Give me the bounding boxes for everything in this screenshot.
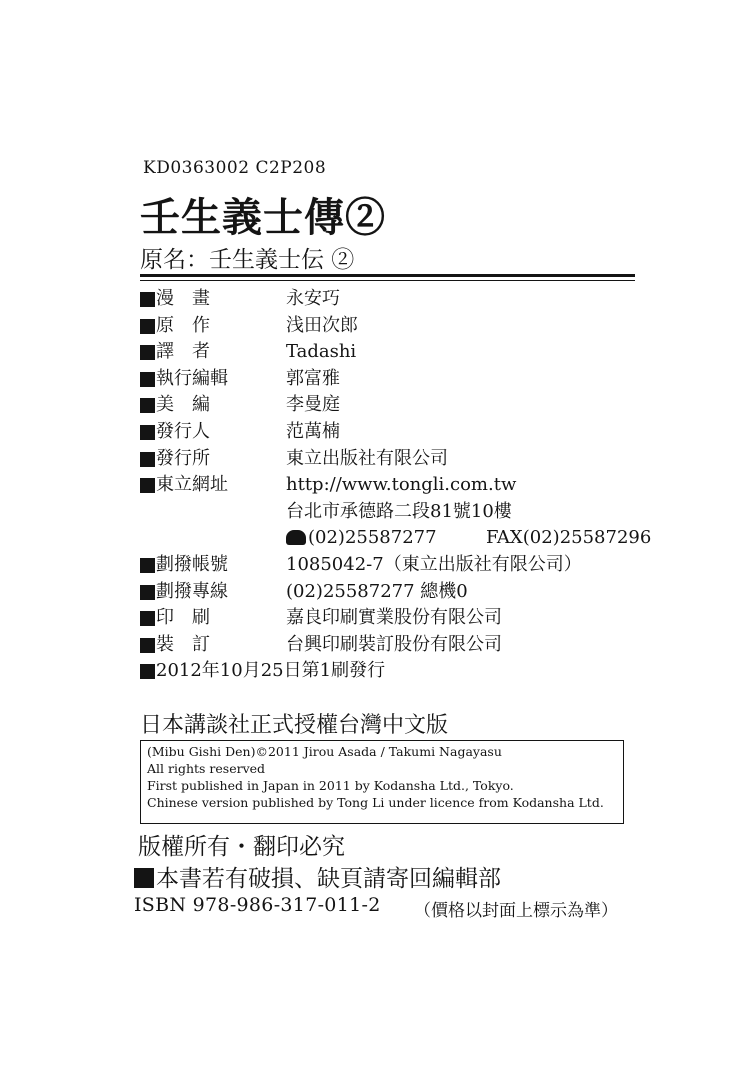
credit-value: (02)25587277 總機0: [286, 580, 468, 602]
credit-label: 印 刷: [156, 607, 210, 629]
rights-line: First published in Japan in 2011 by Kodansha Ltd., Tokyo.: [147, 778, 514, 793]
credit-label: 譯 者: [156, 341, 210, 363]
credit-label: 美 編: [156, 394, 210, 416]
address-row: [140, 499, 660, 526]
publish-date: 2012年10月25日第1刷發行: [156, 660, 386, 682]
phone-block: [286, 525, 437, 552]
credit-row-original: [140, 313, 660, 340]
credit-row-publisher: [140, 446, 660, 473]
credit-value: Tadashi: [286, 341, 357, 363]
credit-value: 李曼庭: [286, 394, 340, 416]
credit-row-transfer-line: [140, 579, 660, 606]
credit-row-website: [140, 472, 660, 499]
original-title: 原名：壬生義士伝 ②: [140, 247, 355, 273]
bullet-square-icon: [140, 664, 155, 679]
credit-label: 發行所: [156, 447, 210, 469]
divider-thick: [140, 274, 635, 277]
credit-label: 發行人: [156, 420, 210, 442]
bullet-square-icon: [140, 558, 155, 573]
publish-date-row: [140, 658, 660, 685]
price-note: （價格以封面上標示為準）: [414, 901, 618, 921]
fax-number: FAX(02)25587296: [486, 527, 652, 549]
credit-row-publisher-person: [140, 419, 660, 446]
credit-row-binding: [140, 632, 660, 659]
rights-box: [140, 740, 624, 824]
website-link[interactable]: http://www.tongli.com.tw: [286, 474, 517, 496]
bullet-square-icon: [140, 372, 155, 387]
credits-list: [140, 286, 660, 685]
bullet-square-icon: [140, 611, 155, 626]
credit-row-art-editor: [140, 392, 660, 419]
credit-label: 劃撥專線: [156, 580, 228, 602]
bullet-square-icon: [134, 868, 154, 888]
rights-line: Chinese version published by Tong Li under licence from Kodansha Ltd.: [147, 795, 604, 810]
telephone-icon: [286, 530, 306, 545]
credit-label: 原 作: [156, 314, 210, 336]
credit-value: 永安巧: [286, 288, 340, 309]
credit-row-printing: [140, 605, 660, 632]
bullet-square-icon: [140, 398, 155, 413]
isbn: ISBN 978-986-317-011-2: [134, 894, 381, 916]
credit-row-transfer-account: [140, 552, 660, 579]
credit-value: 范萬楠: [286, 420, 340, 442]
bullet-square-icon: [140, 292, 155, 307]
credit-value: 嘉良印刷實業股份有限公司: [286, 607, 502, 629]
book-title: 壬生義士傳②: [140, 194, 386, 241]
phone-row: [140, 525, 660, 552]
credit-value: 浅田次郎: [286, 314, 358, 336]
copyright-notice: 版權所有・翻印必究: [138, 834, 345, 860]
damage-notice: [134, 860, 501, 893]
credit-label: 劃撥帳號: [156, 553, 228, 575]
product-code: KD0363002 C2P208: [143, 158, 327, 178]
credit-value: 台興印刷裝訂股份有限公司: [286, 633, 502, 655]
credit-label: 執行編輯: [156, 367, 228, 389]
credit-label: 東立網址: [156, 474, 228, 496]
credit-value: 東立出版社有限公司: [286, 447, 448, 469]
credit-row-translator: [140, 339, 660, 366]
credit-value: 郭富雅: [286, 367, 340, 389]
bullet-square-icon: [140, 638, 155, 653]
credit-label: 漫 畫: [156, 288, 210, 309]
rights-line: (Mibu Gishi Den)©2011 Jirou Asada / Takumi Nagayasu: [147, 744, 502, 759]
credit-label: 裝 訂: [156, 633, 210, 655]
divider-thin: [140, 280, 635, 281]
bullet-square-icon: [140, 345, 155, 360]
credit-row-manga: [140, 286, 660, 313]
bullet-square-icon: [140, 585, 155, 600]
damage-notice-text: 本書若有破損、缺頁請寄回編輯部: [156, 866, 501, 892]
credit-value: 1085042-7（東立出版社有限公司）: [286, 553, 582, 575]
credit-row-editor: [140, 366, 660, 393]
rights-line: All rights reserved: [147, 761, 266, 776]
bullet-square-icon: [140, 452, 155, 467]
bullet-square-icon: [140, 319, 155, 334]
address: 台北市承德路二段81號10樓: [286, 500, 512, 522]
phone-number: (02)25587277: [308, 527, 437, 549]
bullet-square-icon: [140, 478, 155, 493]
authorization-statement: 日本講談社正式授權台灣中文版: [140, 713, 449, 738]
bullet-square-icon: [140, 425, 155, 440]
